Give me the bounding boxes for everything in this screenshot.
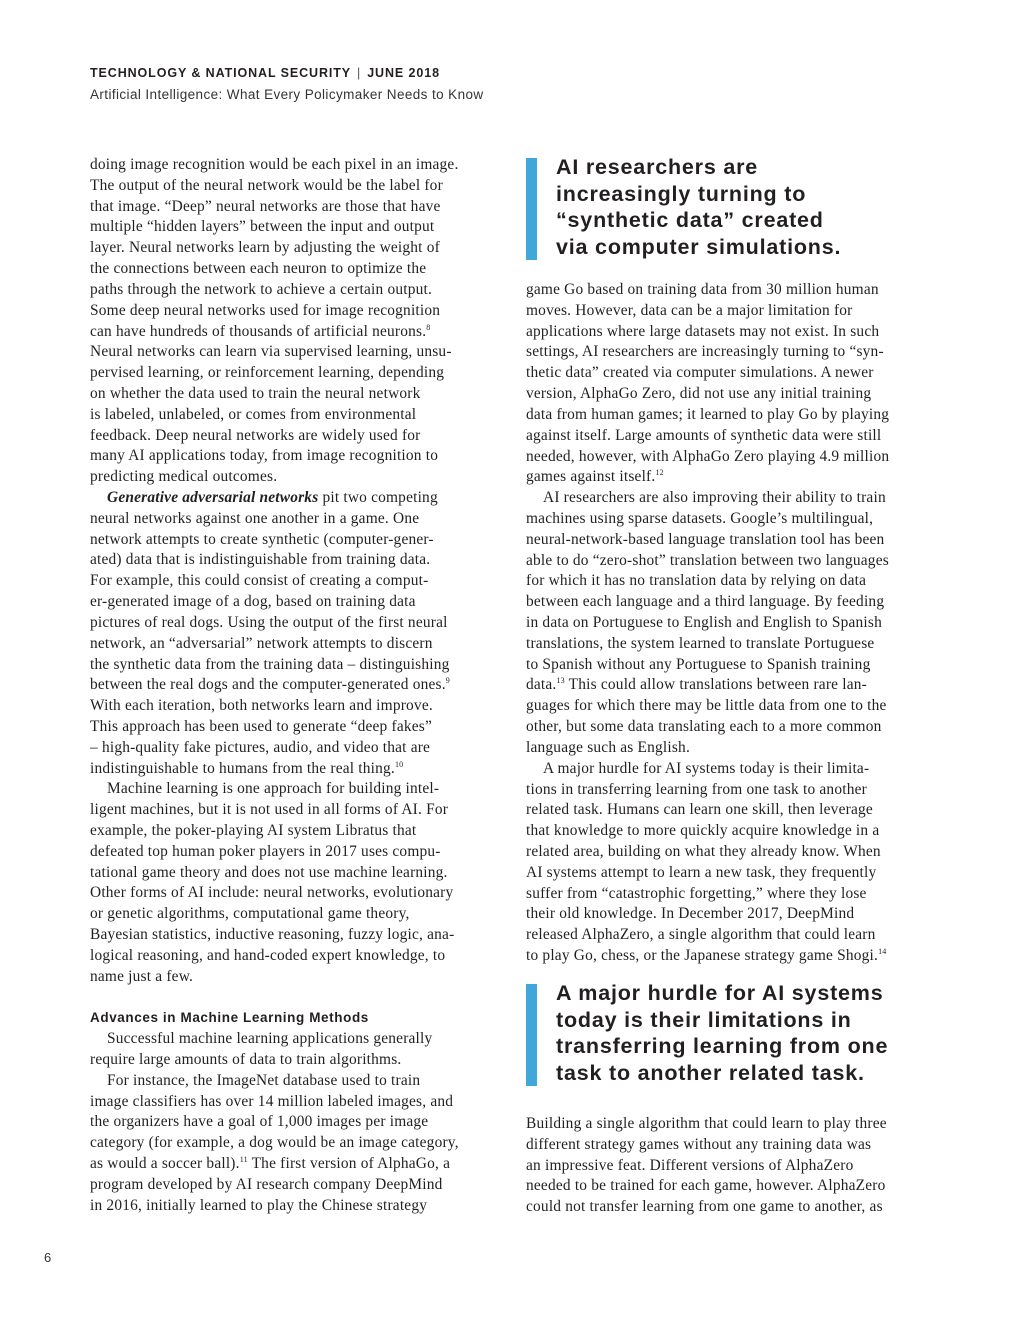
- text-line: Successful machine learning applications generally: [107, 1030, 433, 1048]
- text-line: layer. Neural networks learn by adjusting the weight of: [90, 239, 440, 257]
- text-line: the organizers have a goal of 1,000 images per image: [90, 1113, 429, 1131]
- header-separator: |: [357, 66, 362, 80]
- text-line: is labeled, unlabeled, or comes from environmental: [90, 405, 417, 423]
- text-line: released AlphaZero, a single algorithm that could learn: [526, 926, 876, 944]
- text-line: predicting medical outcomes.: [90, 468, 278, 486]
- text-line: This approach has been used to generate “deep fakes”: [90, 717, 432, 735]
- text-line: many AI applications today, from image recognition to: [90, 447, 439, 465]
- text-line: able to do “zero-shot” translation between two languages: [526, 551, 889, 569]
- text-line: in 2016, initially learned to play the Chinese strategy: [90, 1196, 428, 1214]
- pull-quote-accent-bar: [526, 984, 537, 1086]
- running-header: [90, 66, 440, 80]
- text-line: on whether the data used to train the neural network: [90, 384, 421, 402]
- text-line: guages for which there may be little data from one to the: [526, 697, 887, 715]
- text-line: Building a single algorithm that could learn to play three: [526, 1115, 887, 1132]
- text-line: er-generated image of a dog, based on training data: [90, 593, 416, 611]
- footnote-ref: 14: [878, 947, 887, 956]
- text-line: tational game theory and does not use machine learning.: [90, 863, 448, 881]
- pull-quote-line: task to another related task.: [556, 1061, 865, 1086]
- text-line: AI systems attempt to learn a new task, they frequently: [526, 863, 877, 881]
- text-line: that image. “Deep” neural networks are those that have: [90, 197, 441, 215]
- pull-quote-text: [556, 154, 841, 261]
- text-line: needed to be trained for each game, however. AlphaZero: [526, 1177, 886, 1195]
- pull-quote-line: today is their limitations in: [556, 1007, 852, 1032]
- pull-quote-line: via computer simulations.: [556, 235, 842, 260]
- text-line: name just a few.: [90, 967, 194, 985]
- text-line: can have hundreds of thousands of artificial neurons.$^8$: [90, 322, 431, 340]
- text-line: language such as English.: [526, 738, 691, 756]
- text-line: game Go based on training data from 30 million human: [526, 281, 879, 298]
- text-line: network, an “adversarial” network attempts to discern: [90, 634, 433, 652]
- text-line: the connections between each neuron to optimize the: [90, 260, 427, 278]
- text-line: their old knowledge. In December 2017, DeepMind: [526, 905, 855, 923]
- text-line: needed, however, with AlphaGo Zero playing 4.9 million: [526, 447, 890, 465]
- text-line: translations, the system learned to translate Portuguese: [526, 634, 875, 652]
- pull-quote-line: A major hurdle for AI systems: [556, 981, 884, 1005]
- text-line: the synthetic data from the training data – distinguishing: [90, 655, 450, 673]
- footnote-ref: 11: [239, 1155, 248, 1164]
- text-line: version, AlphaGo Zero, did not use any initial training: [526, 385, 872, 403]
- issue-date: JUNE 2018: [367, 66, 440, 80]
- body-column-right: [526, 280, 889, 967]
- text-line: defeated top human poker players in 2017 uses compu-: [90, 842, 441, 860]
- footnote-ref: 12: [655, 468, 664, 478]
- text-line: neural networks against one another in a game. One: [90, 509, 420, 527]
- text-line: require large amounts of data to train algorithms.: [90, 1050, 402, 1068]
- text-line: against itself. Large amounts of synthetic data were still: [526, 426, 882, 444]
- text-line: feedback. Deep neural networks are widely used for: [90, 426, 421, 444]
- footnote-ref: 8: [426, 322, 431, 332]
- text-line: to Spanish without any Portuguese to Spanish training: [526, 655, 871, 673]
- pull-quote-line: increasingly turning to: [556, 181, 807, 206]
- text-line: paths through the network to achieve a certain output.: [90, 280, 433, 298]
- pull-quote-line: transferring learning from one: [556, 1034, 889, 1059]
- footnote-ref: 9: [445, 676, 450, 686]
- body-column-right-continued: [526, 1114, 887, 1218]
- text-line: in data on Portuguese to English and English to Spanish: [526, 614, 882, 631]
- text-line: between the real dogs and the computer-generated ones.$^9$: [90, 676, 450, 694]
- text-line: image classifiers has over 14 million labeled images, and: [90, 1092, 454, 1110]
- text-line: pictures of real dogs. Using the output of the first neural: [90, 613, 448, 631]
- text-line: data.$^{13}$ This could allow translations between rare lan-: [526, 676, 867, 694]
- body-column-left: [90, 155, 459, 1216]
- text-line: related area, building on what they already know. When: [526, 842, 881, 860]
- text-line: ligent machines, but it is not used in all forms of AI. For: [90, 801, 449, 819]
- text-line: The output of the neural network would be the label for: [90, 176, 443, 194]
- text-line: multiple “hidden layers” between the input and output: [90, 218, 435, 236]
- text-line: [90, 988, 459, 1009]
- text-line: as would a soccer ball).$^{11}$ The first version of AlphaGo, a: [90, 1155, 451, 1172]
- text-line: tions in transferring learning from one task to another: [526, 780, 867, 798]
- text-line: for which it has no translation data by relying on data: [526, 572, 867, 590]
- text-line: could not transfer learning from one game to another, as: [526, 1198, 883, 1216]
- text-line: doing image recognition would be each pixel in an image.: [90, 156, 459, 173]
- page-number: 6: [44, 1250, 52, 1265]
- text-line: related task. Humans can learn one skill, then leverage: [526, 801, 873, 819]
- pull-quote-accent-bar: [526, 158, 537, 260]
- text-line: thetic data” created via computer simulations. A newer: [526, 364, 874, 382]
- text-line: A major hurdle for AI systems today is their limita-: [543, 759, 870, 777]
- text-line: With each iteration, both networks learn and improve.: [90, 697, 433, 715]
- section-heading: Advances in Machine Learning Methods: [90, 1010, 369, 1026]
- text-line: settings, AI researchers are increasingly turning to “syn-: [526, 343, 884, 361]
- pull-quote-line: “synthetic data” created: [556, 208, 824, 233]
- text-line: other, but some data translating each to a more common: [526, 718, 882, 736]
- text-line: Machine learning is one approach for building intel-: [107, 780, 440, 798]
- report-title: Artificial Intelligence: What Every Policymaker Needs to Know: [90, 87, 484, 102]
- text-line: For example, this could consist of creating a comput-: [90, 572, 429, 590]
- text-line: pervised learning, or reinforcement learning, depending: [90, 364, 445, 382]
- text-line: that knowledge to more quickly acquire knowledge in a: [526, 822, 880, 840]
- text-line: For instance, the ImageNet database used to train: [107, 1071, 421, 1089]
- text-line: machines using sparse datasets. Google’s multilingual,: [526, 509, 874, 527]
- text-line: program developed by AI research company DeepMind: [90, 1175, 443, 1193]
- text-line: different strategy games without any training data was: [526, 1135, 872, 1153]
- text-line: to play Go, chess, or the Japanese strategy game Shogi.$^{14}$: [526, 947, 887, 964]
- term-emphasis: Generative adversarial networks: [107, 489, 319, 506]
- text-line: suffer from “catastrophic forgetting,” where they lose: [526, 884, 867, 902]
- text-line: Neural networks can learn via supervised learning, unsu-: [90, 343, 452, 361]
- pull-quote-text: [556, 980, 888, 1087]
- text-line: Other forms of AI include: neural networks, evolutionary: [90, 884, 454, 902]
- text-line: example, the poker-playing AI system Libratus that: [90, 822, 417, 839]
- text-line: applications where large datasets may not exist. In such: [526, 322, 880, 340]
- text-line: ated) data that is indistinguishable from training data.: [90, 551, 431, 569]
- text-line: Some deep neural networks used for image recognition: [90, 301, 441, 319]
- text-line: neural-network-based language translation tool has been: [526, 530, 885, 548]
- text-line: AI researchers are also improving their ability to train: [543, 489, 886, 507]
- footnote-ref: 10: [394, 759, 404, 769]
- text-line: network attempts to create synthetic (computer-gener-: [90, 530, 434, 548]
- text-line: Bayesian statistics, inductive reasoning, fuzzy logic, ana-: [90, 926, 455, 944]
- text-line: Generative adversarial networks pit two competing: [107, 489, 438, 506]
- text-line: between each language and a third language. By feeding: [526, 593, 885, 611]
- text-line: or genetic algorithms, computational game theory,: [90, 905, 410, 923]
- footnote-ref: 13: [556, 676, 565, 686]
- text-line: games against itself.$^{12}$: [526, 468, 664, 486]
- text-line: category (for example, a dog would be an image category,: [90, 1134, 459, 1152]
- text-line: an impressive feat. Different versions of AlphaZero: [526, 1156, 854, 1174]
- pull-quote-line: AI researchers are: [556, 155, 759, 179]
- series-name: TECHNOLOGY & NATIONAL SECURITY: [90, 66, 352, 80]
- text-line: data from human games; it learned to play Go by playing: [526, 405, 890, 423]
- text-line: indistinguishable to humans from the real thing.$^{10}$: [90, 759, 404, 777]
- text-line: logical reasoning, and hand-coded expert knowledge, to: [90, 946, 446, 964]
- text-line: moves. However, data can be a major limitation for: [526, 301, 853, 319]
- text-line: – high-quality fake pictures, audio, and video that are: [90, 738, 431, 756]
